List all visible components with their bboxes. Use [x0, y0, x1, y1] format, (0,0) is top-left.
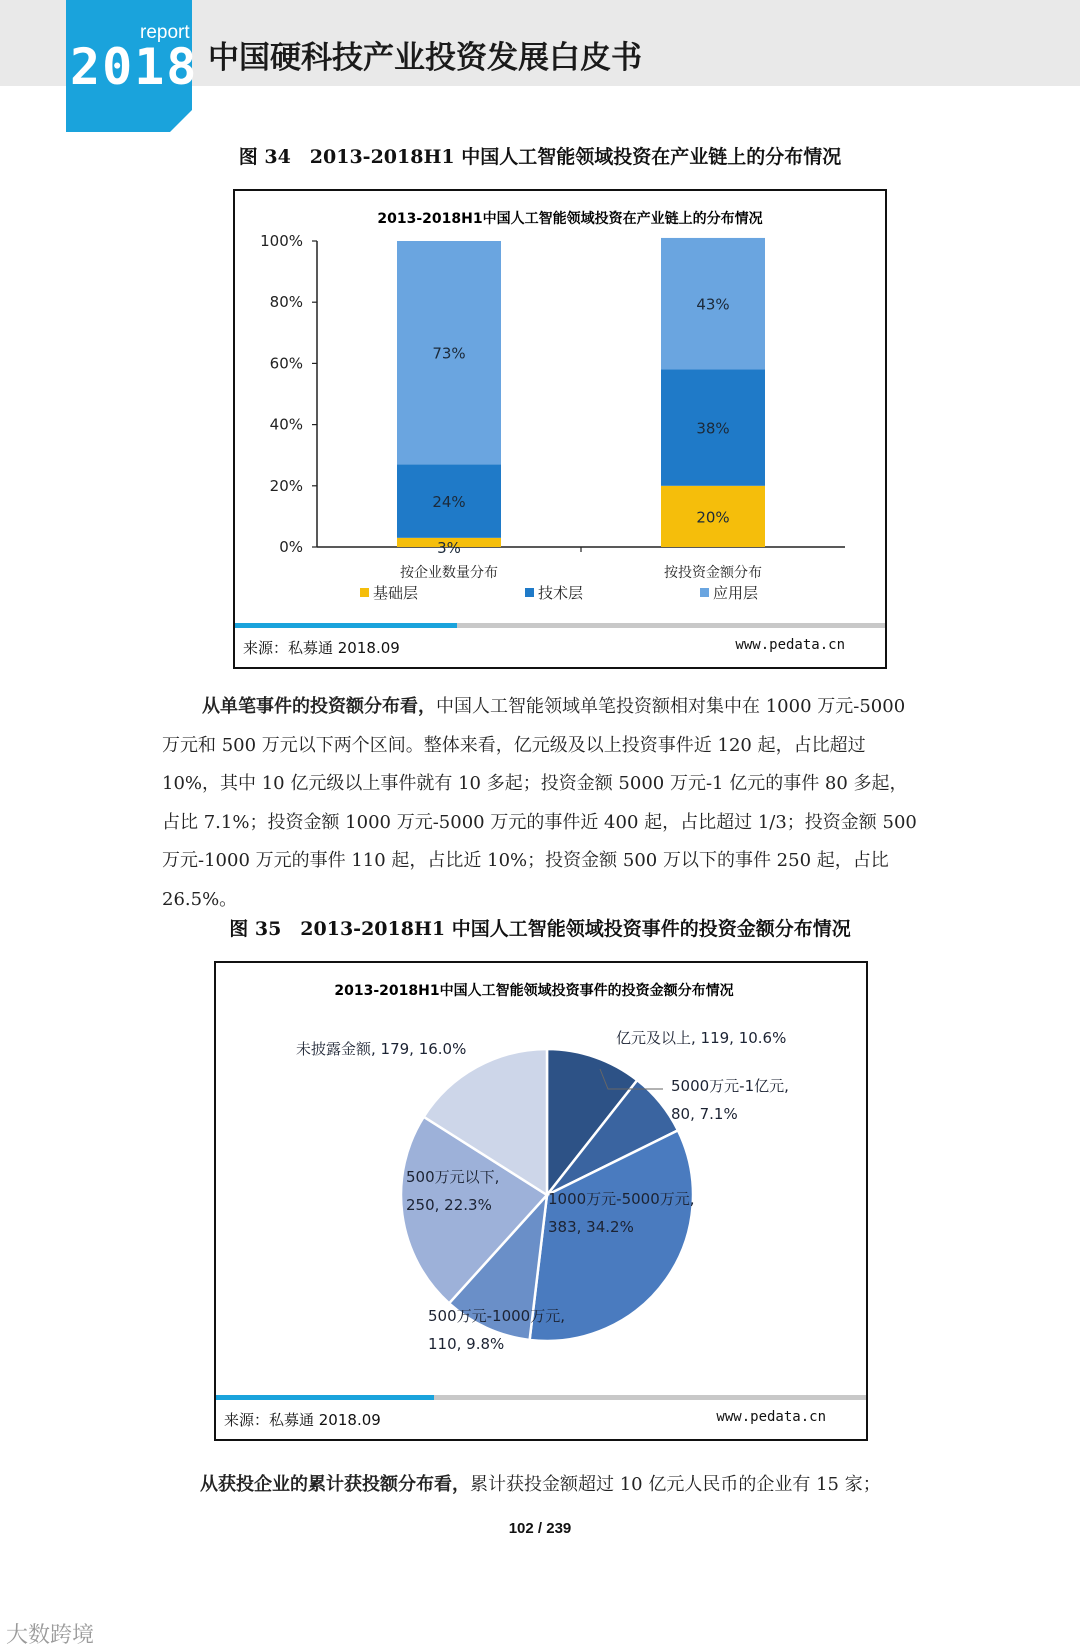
figure-35-chart [214, 961, 868, 1441]
pie-data-label-line: 1000万元-5000万元, [548, 1190, 695, 1208]
bar-data-label: 20% [696, 508, 730, 527]
document-title: 中国硬科技产业投资发展白皮书 [208, 40, 642, 76]
legend-swatch [360, 588, 369, 597]
legend-swatch [700, 588, 709, 597]
pie-data-label-line: 500万元-1000万元, [428, 1307, 565, 1325]
figure-35-url: www.pedata.cn [716, 1409, 826, 1425]
bar-data-label: 38% [696, 419, 730, 438]
paragraph-cumulative-funding [200, 1470, 881, 1496]
y-tick-label: 100% [260, 232, 303, 250]
paragraph-lead: 从获投企业的累计获投额分布看， [200, 1474, 470, 1495]
stacked-bar-chart [235, 191, 885, 631]
source-divider-accent [235, 623, 457, 628]
paragraph-lead: 从单笔事件的投资额分布看， [202, 696, 436, 717]
legend-label: 技术层 [538, 584, 584, 602]
legend-swatch [525, 588, 534, 597]
pie-data-label-line: 未披露金额, 179, 16.0% [296, 1040, 467, 1058]
figure-34-chart [233, 189, 887, 669]
pie-data-label-line: 110, 9.8% [428, 1335, 505, 1353]
x-category-label: 按投资金额分布 [664, 565, 762, 581]
figure-34-source: 来源：私募通 2018.09 [243, 639, 400, 657]
bar-data-label: 43% [696, 295, 730, 314]
y-tick-label: 0% [279, 538, 303, 556]
bar-data-label: 73% [432, 344, 466, 363]
source-divider-accent [216, 1395, 434, 1400]
paragraph-investment-distribution [162, 688, 922, 919]
y-tick-label: 60% [269, 354, 303, 373]
figure-35-source: 来源：私募通 2018.09 [224, 1411, 381, 1429]
figure-35-source-row [216, 1395, 866, 1431]
y-tick-label: 40% [269, 415, 303, 434]
y-tick-label: 80% [269, 293, 303, 312]
bar-data-label: 3% [437, 539, 461, 557]
pie-data-label [616, 1029, 786, 1047]
figure-34-url: www.pedata.cn [735, 637, 845, 653]
logo-corner-notch [170, 110, 192, 132]
logo-word: report [140, 22, 190, 43]
watermark [6, 1618, 94, 1649]
figure-34-caption: 图 34 2013-2018H1 中国人工智能领域投资在产业链上的分布情况 [238, 146, 842, 168]
y-tick-label: 20% [269, 476, 303, 495]
watermark-text: 大数跨境 [6, 1623, 95, 1648]
pie-data-label [671, 1077, 789, 1123]
bar-data-label: 24% [432, 493, 466, 512]
legend-label: 基础层 [373, 584, 419, 602]
bar-chart-title: 2013-2018H1中国人工智能领域投资在产业链上的分布情况 [377, 211, 763, 227]
page-number: 102 / 239 [508, 1520, 572, 1537]
pie-chart-title: 2013-2018H1中国人工智能领域投资事件的投资金额分布情况 [334, 983, 734, 999]
pie-data-label-line: 383, 34.2% [548, 1218, 634, 1236]
paragraph-body: 中国人工智能领域单笔投资额相对集中在 1000 万元-5000 万元和 500 万元以下两个区间。整体来看，亿元级及以上投资事件近 120 起，占比超过 10%，其中 10 亿元级以上事件就有 10 多起；投资金额 5000 万元-1 亿元的事件 80 多起，占比 7.1%；投资金额 1000 万元-5000 万元的事件近 400 起，占比超过 1/3；投资金额 500 万元-1000 万元的事件 110 起，占比近 10%；投资金额 500 万以下的事件 250 起，占比 26.5%。 [162, 696, 917, 910]
figure-35-caption: 图 35 2013-2018H1 中国人工智能领域投资事件的投资金额分布情况 [229, 918, 851, 940]
pie-data-label-line: 500万元以下, [406, 1168, 500, 1186]
pie-data-label-line: 80, 7.1% [671, 1105, 738, 1123]
pie-data-label-line: 5000万元-1亿元, [671, 1077, 789, 1095]
pie-data-label-line: 250, 22.3% [406, 1196, 492, 1214]
x-category-label: 按企业数量分布 [400, 565, 498, 581]
paragraph-body: 累计获投金额超过 10 亿元人民币的企业有 15 家； [470, 1474, 881, 1495]
legend-label: 应用层 [713, 584, 759, 602]
pie-data-label [296, 1040, 466, 1058]
pie-chart [216, 963, 866, 1398]
pie-data-label-line: 亿元及以上, 119, 10.6% [616, 1029, 787, 1047]
figure-34-source-row [235, 623, 885, 659]
logo-year: 2018 [70, 38, 199, 96]
